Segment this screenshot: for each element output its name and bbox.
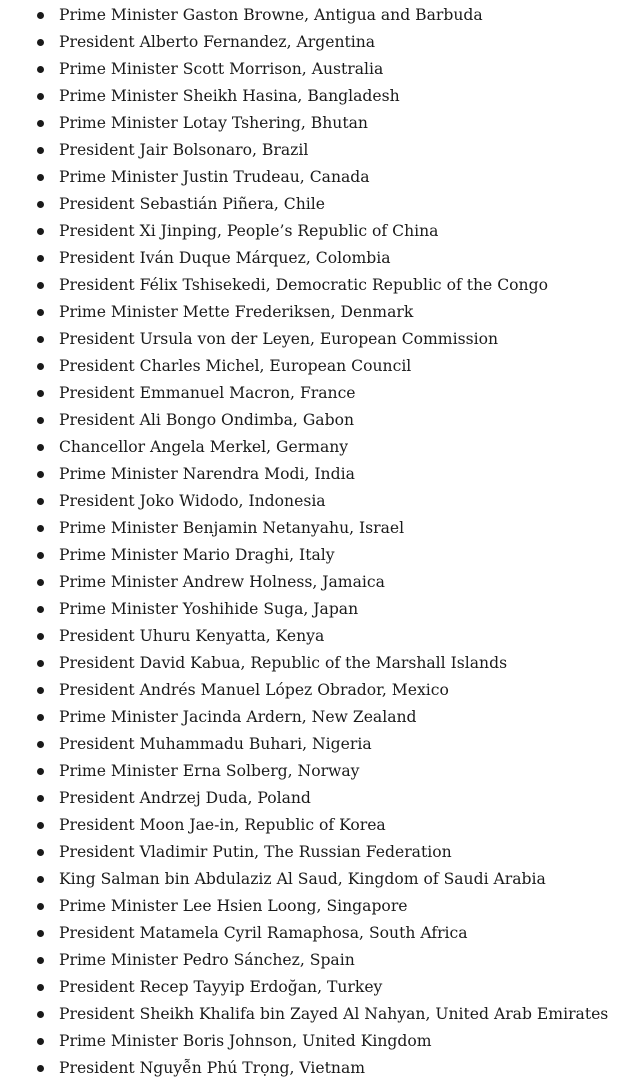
bullet-icon: [37, 876, 44, 883]
leader-text: Prime Minister Yoshihide Suga, Japan: [59, 600, 359, 618]
list-item: [0, 137, 624, 164]
bullet-icon: [37, 309, 44, 316]
leader-text: Prime Minister Pedro Sánchez, Spain: [59, 951, 355, 969]
list-item: [0, 758, 624, 785]
list-item: [0, 488, 624, 515]
leader-text: Prime Minister Benjamin Netanyahu, Israel: [59, 519, 405, 537]
bullet-icon: [37, 390, 44, 397]
leader-text: Prime Minister Mario Draghi, Italy: [59, 546, 335, 564]
bullet-icon: [37, 282, 44, 289]
list-item: [0, 461, 624, 488]
leader-text: President Xi Jinping, People’s Republic of China: [59, 222, 439, 240]
leader-text: President Andrzej Duda, Poland: [59, 789, 311, 807]
list-item: [0, 353, 624, 380]
bullet-icon: [37, 795, 44, 802]
bullet-icon: [37, 822, 44, 829]
list-item: [0, 812, 624, 839]
list-item: [0, 974, 624, 1001]
bullet-icon: [37, 687, 44, 694]
leader-text: President Nguyễn Phú Trọng, Vietnam: [59, 1059, 366, 1077]
leader-text: President Sebastián Piñera, Chile: [59, 195, 325, 213]
leader-text: Prime Minister Narendra Modi, India: [59, 465, 355, 483]
leader-text: Prime Minister Lotay Tshering, Bhutan: [59, 114, 368, 132]
list-item: [0, 407, 624, 434]
list-item: [0, 110, 624, 137]
leader-text: President Emmanuel Macron, France: [59, 384, 356, 402]
list-item: [0, 650, 624, 677]
bullet-icon: [37, 606, 44, 613]
bullet-icon: [37, 147, 44, 154]
list-item: [0, 569, 624, 596]
leader-text: Prime Minister Mette Frederiksen, Denmark: [59, 303, 414, 321]
leaders-list: [0, 2, 624, 1082]
leader-text: President Uhuru Kenyatta, Kenya: [59, 627, 325, 645]
bullet-icon: [37, 849, 44, 856]
list-item: [0, 677, 624, 704]
list-item: [0, 2, 624, 29]
bullet-icon: [37, 768, 44, 775]
list-item: [0, 785, 624, 812]
list-item: [0, 1028, 624, 1055]
list-item: [0, 1055, 624, 1082]
bullet-icon: [37, 741, 44, 748]
list-item: [0, 704, 624, 731]
leader-text: Prime Minister Andrew Holness, Jamaica: [59, 573, 385, 591]
list-item: [0, 191, 624, 218]
bullet-icon: [37, 714, 44, 721]
list-item: [0, 623, 624, 650]
bullet-icon: [37, 93, 44, 100]
leader-text: Prime Minister Gaston Browne, Antigua and Barbuda: [59, 6, 483, 24]
bullet-icon: [37, 930, 44, 937]
leader-text: President Ursula von der Leyen, European Commission: [59, 330, 499, 348]
bullet-icon: [37, 633, 44, 640]
list-item: [0, 731, 624, 758]
bullet-icon: [37, 66, 44, 73]
bullet-icon: [37, 498, 44, 505]
leader-text: King Salman bin Abdulaziz Al Saud, Kingdom of Saudi Arabia: [59, 870, 546, 888]
leader-text: President Charles Michel, European Council: [59, 357, 412, 375]
leader-text: President Iván Duque Márquez, Colombia: [59, 249, 391, 267]
bullet-icon: [37, 525, 44, 532]
bullet-icon: [37, 984, 44, 991]
leader-text: Chancellor Angela Merkel, Germany: [59, 438, 349, 456]
leader-text: President Vladimir Putin, The Russian Federation: [59, 843, 452, 861]
leader-text: President Félix Tshisekedi, Democratic Republic of the Congo: [59, 276, 548, 294]
list-item: [0, 947, 624, 974]
bullet-icon: [37, 1038, 44, 1045]
list-item: [0, 839, 624, 866]
bullet-icon: [37, 903, 44, 910]
leader-text: President Matamela Cyril Ramaphosa, South Africa: [59, 924, 468, 942]
leader-text: Prime Minister Sheikh Hasina, Bangladesh: [59, 87, 400, 105]
bullet-icon: [37, 660, 44, 667]
bullet-icon: [37, 39, 44, 46]
leader-text: Prime Minister Scott Morrison, Australia: [59, 60, 384, 78]
bullet-icon: [37, 174, 44, 181]
bullet-icon: [37, 336, 44, 343]
list-item: [0, 272, 624, 299]
leader-text: Prime Minister Justin Trudeau, Canada: [59, 168, 370, 186]
leader-text: Prime Minister Lee Hsien Loong, Singapore: [59, 897, 408, 915]
leader-text: President Andrés Manuel López Obrador, Mexico: [59, 681, 449, 699]
leader-text: President Recep Tayyip Erdoğan, Turkey: [59, 978, 383, 996]
leader-text: President Jair Bolsonaro, Brazil: [59, 141, 309, 159]
leader-text: President Joko Widodo, Indonesia: [59, 492, 326, 510]
list-item: [0, 542, 624, 569]
leader-text: Prime Minister Jacinda Ardern, New Zealand: [59, 708, 417, 726]
leader-text: President Moon Jae-in, Republic of Korea: [59, 816, 386, 834]
bullet-icon: [37, 1011, 44, 1018]
bullet-icon: [37, 579, 44, 586]
list-item: [0, 326, 624, 353]
leader-text: President Muhammadu Buhari, Nigeria: [59, 735, 372, 753]
list-item: [0, 299, 624, 326]
bullet-icon: [37, 120, 44, 127]
bullet-icon: [37, 228, 44, 235]
list-item: [0, 380, 624, 407]
list-item: [0, 83, 624, 110]
leader-text: Prime Minister Erna Solberg, Norway: [59, 762, 360, 780]
list-item: [0, 164, 624, 191]
leader-text: President David Kabua, Republic of the Marshall Islands: [59, 654, 508, 672]
list-item: [0, 515, 624, 542]
list-item: [0, 29, 624, 56]
list-item: [0, 893, 624, 920]
leader-text: President Sheikh Khalifa bin Zayed Al Nahyan, United Arab Emirates: [59, 1005, 609, 1023]
list-item: [0, 434, 624, 461]
bullet-icon: [37, 363, 44, 370]
leader-text: President Ali Bongo Ondimba, Gabon: [59, 411, 354, 429]
bullet-icon: [37, 1065, 44, 1072]
list-item: [0, 218, 624, 245]
bullet-icon: [37, 255, 44, 262]
list-item: [0, 596, 624, 623]
bullet-icon: [37, 957, 44, 964]
bullet-icon: [37, 444, 44, 451]
list-item: [0, 866, 624, 893]
list-item: [0, 56, 624, 83]
list-item: [0, 920, 624, 947]
bullet-icon: [37, 552, 44, 559]
bullet-icon: [37, 471, 44, 478]
list-item: [0, 1001, 624, 1028]
leader-text: President Alberto Fernandez, Argentina: [59, 33, 376, 51]
leader-text: Prime Minister Boris Johnson, United Kingdom: [59, 1032, 432, 1050]
bullet-icon: [37, 12, 44, 19]
list-item: [0, 245, 624, 272]
bullet-icon: [37, 417, 44, 424]
bullet-icon: [37, 201, 44, 208]
